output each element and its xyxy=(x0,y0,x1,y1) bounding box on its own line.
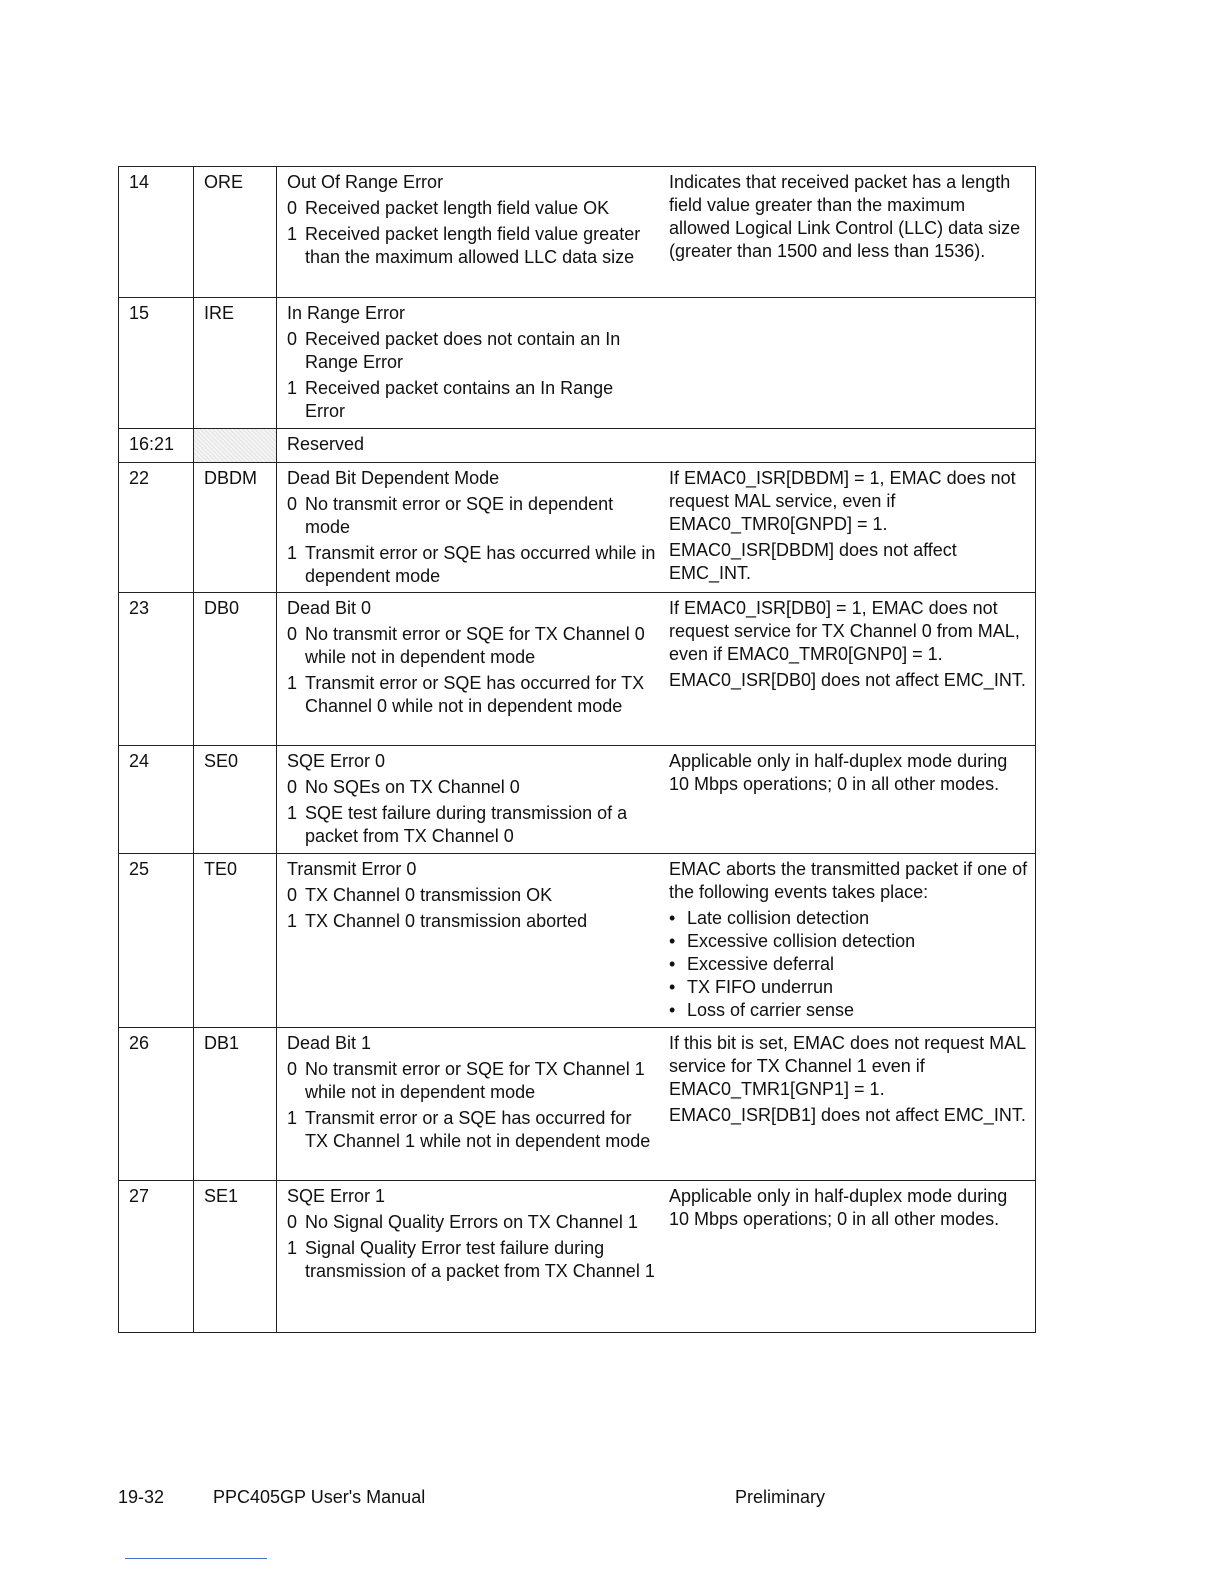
bullet-icon: • xyxy=(669,954,676,974)
value-entry xyxy=(287,1107,657,1153)
description-paragraph: Applicable only in half-duplex mode during 10 Mbps operations; 0 in all other modes. xyxy=(669,1186,1008,1229)
table-row xyxy=(119,746,1035,854)
field-title: SQE Error 1 xyxy=(287,1186,386,1206)
value-bit: 0 xyxy=(287,1212,298,1232)
value-entry xyxy=(287,542,657,588)
field-title: SQE Error 0 xyxy=(287,751,386,771)
footer-rule xyxy=(125,1558,267,1559)
bullet-icon: • xyxy=(669,908,676,928)
value-meaning: Transmit error or SQE has occurred while in dependent mode xyxy=(305,543,656,586)
description-paragraph: If EMAC0_ISR[DB0] = 1, EMAC does not request service for TX Channel 0 from MAL, even if EMAC0_TMR0[GNP0] = 1. xyxy=(669,598,1020,664)
table-row xyxy=(119,298,1035,429)
field-description xyxy=(661,746,1035,853)
value-bit: 1 xyxy=(287,803,298,823)
value-bit: 0 xyxy=(287,1059,298,1079)
bit-number: 15 xyxy=(129,303,150,323)
bullet-icon: • xyxy=(669,1000,676,1020)
table-row xyxy=(119,167,1035,298)
bit-number: 24 xyxy=(129,751,150,771)
value-bit: 0 xyxy=(287,885,298,905)
field-title: Dead Bit 0 xyxy=(287,598,372,618)
value-bit: 1 xyxy=(287,543,298,563)
table-row xyxy=(119,593,1035,746)
field-title: Dead Bit 1 xyxy=(287,1033,372,1053)
bit-number: 22 xyxy=(129,468,150,488)
table-row xyxy=(119,429,1035,463)
value-meaning: No transmit error or SQE for TX Channel 0 while not in dependent mode xyxy=(305,624,645,667)
value-entry xyxy=(287,623,657,669)
value-meaning: TX Channel 0 transmission OK xyxy=(305,885,553,905)
description-paragraph: EMAC0_ISR[DB0] does not affect EMC_INT. xyxy=(669,670,1026,690)
value-entry xyxy=(287,197,657,220)
field-values xyxy=(276,429,661,462)
bullet-item xyxy=(669,907,1031,930)
bullet-text: Excessive collision detection xyxy=(687,931,916,951)
field-description xyxy=(661,429,1035,462)
register-field-table xyxy=(118,166,1036,1333)
bullet-text: Excessive deferral xyxy=(687,954,835,974)
value-entry xyxy=(287,910,657,933)
bit-number: 23 xyxy=(129,598,150,618)
value-meaning: Received packet length field value OK xyxy=(305,198,610,218)
value-entry xyxy=(287,1211,657,1234)
value-entry xyxy=(287,1058,657,1104)
field-values xyxy=(276,1181,661,1332)
bullet-text: Late collision detection xyxy=(687,908,870,928)
value-bit: 0 xyxy=(287,198,298,218)
value-bit: 1 xyxy=(287,224,298,244)
bullet-item xyxy=(669,953,1031,976)
value-meaning: Signal Quality Error test failure during transmission of a packet from TX Channel 1 xyxy=(305,1238,655,1281)
description-paragraph: If EMAC0_ISR[DBDM] = 1, EMAC does not request MAL service, even if EMAC0_TMR0[GNPD] = 1. xyxy=(669,468,1016,534)
value-bit: 1 xyxy=(287,673,298,693)
table-row xyxy=(119,854,1035,1028)
value-bit: 1 xyxy=(287,1108,298,1128)
field-title: Reserved xyxy=(287,434,365,454)
table-row xyxy=(119,463,1035,593)
bullet-icon: • xyxy=(669,977,676,997)
value-bit: 0 xyxy=(287,777,298,797)
value-meaning: TX Channel 0 transmission aborted xyxy=(305,911,588,931)
value-meaning: Received packet contains an In Range Error xyxy=(305,378,614,421)
document-status: Preliminary xyxy=(735,1487,826,1507)
value-entry xyxy=(287,672,657,718)
field-title: Transmit Error 0 xyxy=(287,859,417,879)
page-number: 19-32 xyxy=(118,1487,165,1507)
field-values xyxy=(276,746,661,853)
field-description xyxy=(661,1181,1035,1332)
bullet-text: Loss of carrier sense xyxy=(687,1000,855,1020)
value-entry xyxy=(287,776,657,799)
description-paragraph: EMAC0_ISR[DBDM] does not affect EMC_INT. xyxy=(669,540,957,583)
description-paragraph: Indicates that received packet has a length field value greater than the maximum allowed Logical Link Control (LLC) data size (greater than 1500 and less than 1536). xyxy=(669,172,1021,261)
field-name: IRE xyxy=(193,298,276,428)
field-values xyxy=(276,1028,661,1180)
value-meaning: Received packet length field value greater than the maximum allowed LLC data size xyxy=(305,224,641,267)
field-values xyxy=(276,167,661,297)
value-entry xyxy=(287,884,657,907)
field-title: Out Of Range Error xyxy=(287,172,444,192)
bit-number: 16:21 xyxy=(129,434,175,454)
bullet-item xyxy=(669,999,1031,1022)
field-title: Dead Bit Dependent Mode xyxy=(287,468,500,488)
bit-number: 27 xyxy=(129,1186,150,1206)
value-entry xyxy=(287,328,657,374)
field-values xyxy=(276,854,661,1027)
manual-title: PPC405GP User's Manual xyxy=(213,1487,426,1507)
value-bit: 0 xyxy=(287,494,298,514)
value-entry xyxy=(287,802,657,848)
bullet-item xyxy=(669,930,1031,953)
field-title: In Range Error xyxy=(287,303,406,323)
description-paragraph: If this bit is set, EMAC does not request MAL service for TX Channel 1 even if EMAC0_TMR1[GNP1] = 1. xyxy=(669,1033,1026,1099)
field-values xyxy=(276,593,661,745)
value-meaning: No transmit error or SQE in dependent mode xyxy=(305,494,614,537)
value-bit: 1 xyxy=(287,378,298,398)
description-paragraph: EMAC aborts the transmitted packet if one of the following events takes place: xyxy=(669,859,1028,902)
value-bit: 0 xyxy=(287,329,298,349)
value-entry xyxy=(287,377,657,423)
table-row xyxy=(119,1181,1035,1333)
value-meaning: No SQEs on TX Channel 0 xyxy=(305,777,520,797)
field-name: DB1 xyxy=(193,1028,276,1180)
field-description xyxy=(661,1028,1035,1180)
field-description xyxy=(661,593,1035,745)
field-name: DB0 xyxy=(193,593,276,745)
value-meaning: SQE test failure during transmission of a packet from TX Channel 0 xyxy=(305,803,628,846)
field-values xyxy=(276,298,661,428)
field-name: SE0 xyxy=(193,746,276,853)
description-paragraph: EMAC0_ISR[DB1] does not affect EMC_INT. xyxy=(669,1105,1026,1125)
field-description xyxy=(661,854,1035,1027)
bullet-text: TX FIFO underrun xyxy=(687,977,834,997)
field-description xyxy=(661,167,1035,297)
value-bit: 1 xyxy=(287,1238,298,1258)
field-name xyxy=(193,429,276,462)
field-name: TE0 xyxy=(193,854,276,1027)
value-entry xyxy=(287,493,657,539)
field-name: DBDM xyxy=(193,463,276,592)
table-row xyxy=(119,1028,1035,1181)
value-bit: 0 xyxy=(287,624,298,644)
bit-number: 26 xyxy=(129,1033,150,1053)
value-meaning: No transmit error or SQE for TX Channel 1 while not in dependent mode xyxy=(305,1059,645,1102)
bullet-icon: • xyxy=(669,931,676,951)
field-name: ORE xyxy=(193,167,276,297)
value-meaning: No Signal Quality Errors on TX Channel 1 xyxy=(305,1212,638,1232)
value-meaning: Transmit error or a SQE has occurred for TX Channel 1 while not in dependent mode xyxy=(305,1108,651,1151)
field-description xyxy=(661,463,1035,592)
bit-number: 25 xyxy=(129,859,150,879)
field-description xyxy=(661,298,1035,428)
value-meaning: Received packet does not contain an In Range Error xyxy=(305,329,621,372)
value-meaning: Transmit error or SQE has occurred for TX Channel 0 while not in dependent mode xyxy=(305,673,645,716)
bullet-item xyxy=(669,976,1031,999)
description-paragraph: Applicable only in half-duplex mode during 10 Mbps operations; 0 in all other modes. xyxy=(669,751,1008,794)
value-bit: 1 xyxy=(287,911,298,931)
bit-number: 14 xyxy=(129,172,150,192)
field-values xyxy=(276,463,661,592)
value-entry xyxy=(287,1237,657,1283)
value-entry xyxy=(287,223,657,269)
field-name: SE1 xyxy=(193,1181,276,1332)
